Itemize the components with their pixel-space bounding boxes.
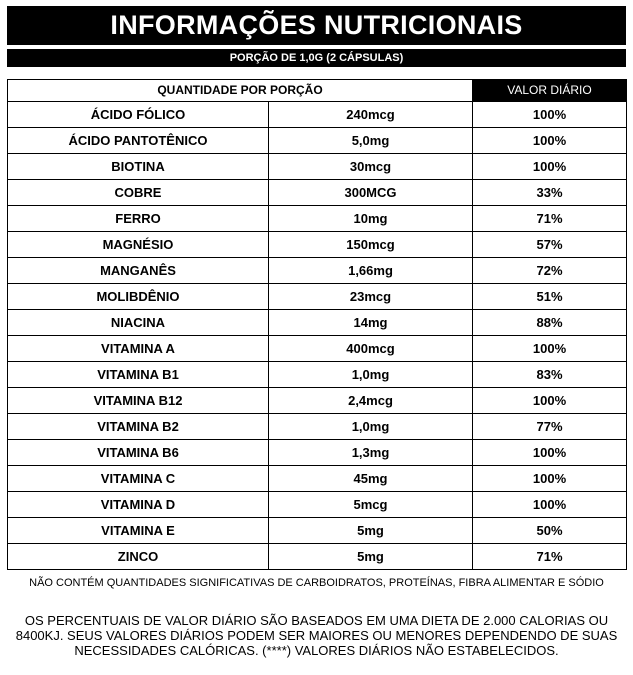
daily-value-cell: 51% xyxy=(473,284,627,310)
nutrient-cell: FERRO xyxy=(8,206,269,232)
table-header-row xyxy=(8,80,627,102)
amount-cell: 2,4mcg xyxy=(269,388,473,414)
amount-cell: 10mg xyxy=(269,206,473,232)
daily-value-cell: 100% xyxy=(473,102,627,128)
nutrient-cell: VITAMINA B6 xyxy=(8,440,269,466)
amount-cell: 150mcg xyxy=(269,232,473,258)
nutrient-cell: MOLIBDÊNIO xyxy=(8,284,269,310)
amount-cell: 240mcg xyxy=(269,102,473,128)
nutrient-cell: ÁCIDO PANTOTÊNICO xyxy=(8,128,269,154)
nutrient-cell: MAGNÉSIO xyxy=(8,232,269,258)
table-row xyxy=(8,180,627,206)
daily-value-cell: 33% xyxy=(473,180,627,206)
amount-cell: 1,66mg xyxy=(269,258,473,284)
amount-cell: 400mcg xyxy=(269,336,473,362)
nutrient-cell: VITAMINA A xyxy=(8,336,269,362)
quantity-header: QUANTIDADE POR PORÇÃO xyxy=(8,80,473,102)
page-title: INFORMAÇÕES NUTRICIONAIS xyxy=(7,6,626,45)
amount-cell: 5mg xyxy=(269,518,473,544)
nutrient-cell: VITAMINA B12 xyxy=(8,388,269,414)
nutrient-cell: ZINCO xyxy=(8,544,269,570)
nutrition-table xyxy=(7,79,627,570)
table-row xyxy=(8,544,627,570)
amount-cell: 300MCG xyxy=(269,180,473,206)
footnote: NÃO CONTÉM QUANTIDADES SIGNIFICATIVAS DE CARBOIDRATOS, PROTEÍNAS, FIBRA ALIMENTAR E SÓDIO xyxy=(29,577,604,589)
table-row xyxy=(8,492,627,518)
nutrient-cell: NIACINA xyxy=(8,310,269,336)
daily-value-cell: 100% xyxy=(473,466,627,492)
table-row xyxy=(8,102,627,128)
table-row xyxy=(8,284,627,310)
daily-value-cell: 100% xyxy=(473,388,627,414)
table-row xyxy=(8,518,627,544)
amount-cell: 14mg xyxy=(269,310,473,336)
daily-value-cell: 100% xyxy=(473,154,627,180)
amount-cell: 1,3mg xyxy=(269,440,473,466)
daily-value-cell: 100% xyxy=(473,492,627,518)
daily-value-cell: 88% xyxy=(473,310,627,336)
amount-cell: 1,0mg xyxy=(269,414,473,440)
daily-value-cell: 100% xyxy=(473,336,627,362)
daily-value-cell: 77% xyxy=(473,414,627,440)
nutrient-cell: VITAMINA E xyxy=(8,518,269,544)
disclaimer: OS PERCENTUAIS DE VALOR DIÁRIO SÃO BASEADOS EM UMA DIETA DE 2.000 CALORIAS OU 8400KJ. SEUS VALORES DIÁRIOS PODEM SER MAIORES OU MENORES DEPENDENDO DE SUAS NECESSIDADES CALÓRICAS. (****) VALORES DIÁRIOS NÃO ESTABELECIDOS. xyxy=(15,613,618,658)
daily-value-cell: 57% xyxy=(473,232,627,258)
amount-cell: 45mg xyxy=(269,466,473,492)
daily-value-cell: 50% xyxy=(473,518,627,544)
nutrient-cell: BIOTINA xyxy=(8,154,269,180)
daily-value-cell: 100% xyxy=(473,128,627,154)
table-row xyxy=(8,232,627,258)
table-row xyxy=(8,310,627,336)
nutrient-cell: VITAMINA B2 xyxy=(8,414,269,440)
table-row xyxy=(8,336,627,362)
table-row xyxy=(8,388,627,414)
amount-cell: 23mcg xyxy=(269,284,473,310)
nutrient-cell: ÁCIDO FÓLICO xyxy=(8,102,269,128)
amount-cell: 5mcg xyxy=(269,492,473,518)
daily-value-cell: 71% xyxy=(473,206,627,232)
daily-value-cell: 100% xyxy=(473,440,627,466)
daily-value-cell: 72% xyxy=(473,258,627,284)
daily-value-cell: 71% xyxy=(473,544,627,570)
daily-value-cell: 83% xyxy=(473,362,627,388)
amount-cell: 5,0mg xyxy=(269,128,473,154)
amount-cell: 1,0mg xyxy=(269,362,473,388)
table-row xyxy=(8,362,627,388)
nutrient-cell: MANGANÊS xyxy=(8,258,269,284)
nutrient-cell: VITAMINA C xyxy=(8,466,269,492)
table-row xyxy=(8,258,627,284)
daily-value-header: VALOR DIÁRIO xyxy=(473,80,627,102)
amount-cell: 5mg xyxy=(269,544,473,570)
table-row xyxy=(8,128,627,154)
table-row xyxy=(8,466,627,492)
table-row xyxy=(8,154,627,180)
nutrient-cell: COBRE xyxy=(8,180,269,206)
table-row xyxy=(8,206,627,232)
nutrient-cell: VITAMINA B1 xyxy=(8,362,269,388)
portion-banner: PORÇÃO DE 1,0G (2 CÁPSULAS) xyxy=(7,49,626,67)
table-row xyxy=(8,440,627,466)
amount-cell: 30mcg xyxy=(269,154,473,180)
nutrient-cell: VITAMINA D xyxy=(8,492,269,518)
table-row xyxy=(8,414,627,440)
